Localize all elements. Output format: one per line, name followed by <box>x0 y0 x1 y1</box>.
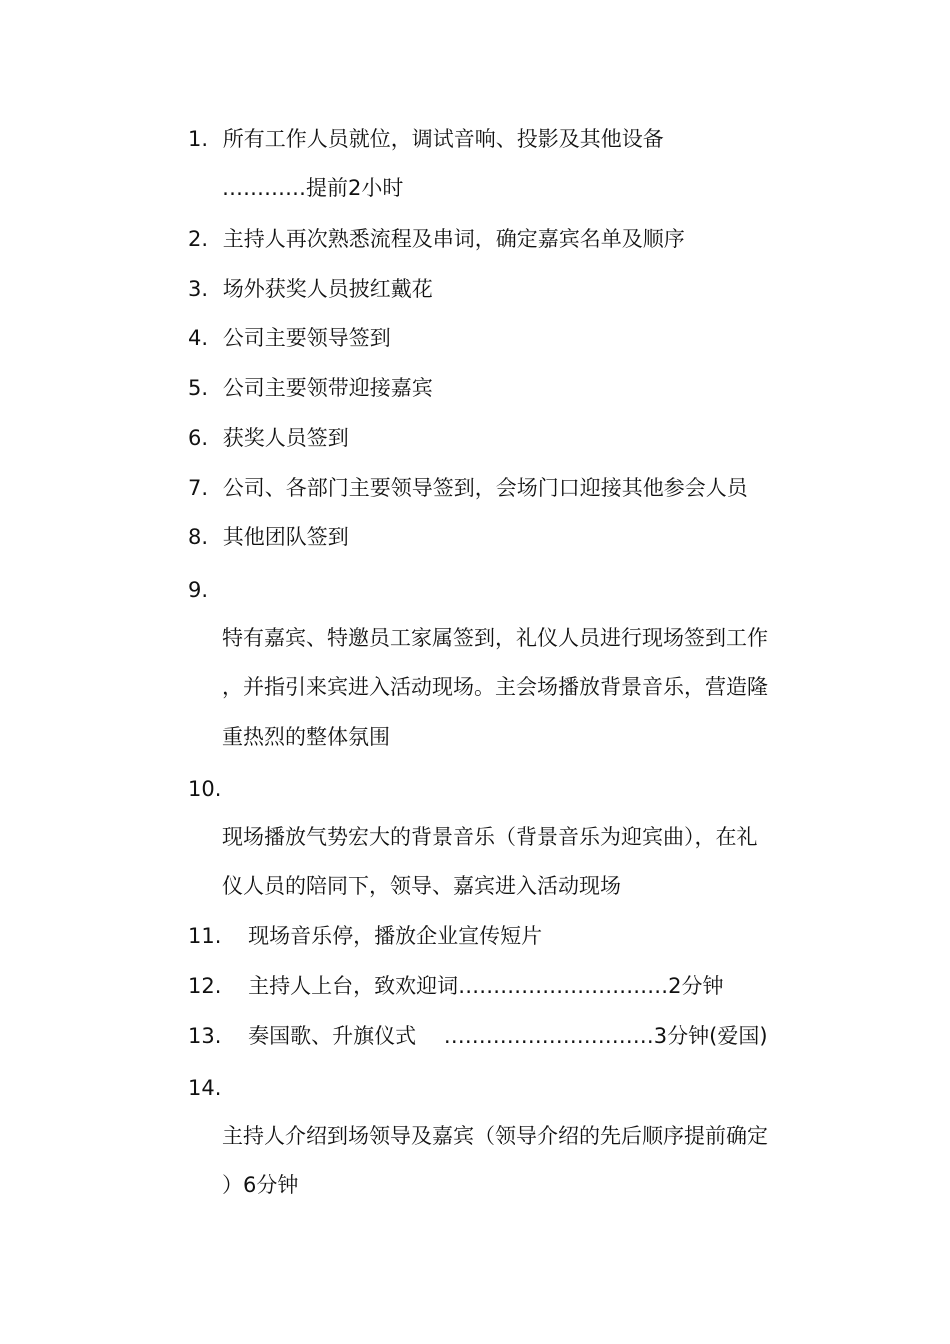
item-text-line: 重热烈的整体氛围 <box>222 725 390 749</box>
item-number: 11. <box>188 924 222 948</box>
item-number: 8. <box>188 525 209 549</box>
list-item <box>188 921 542 951</box>
item-number: 13. <box>188 1024 222 1048</box>
item-number: 2. <box>188 227 209 251</box>
item-text: 所有工作人员就位，调试音响、投影及其他设备 <box>222 127 664 151</box>
item-continuation: …………提前2小时 <box>222 176 404 200</box>
item-text: 其他团队签到 <box>222 525 349 549</box>
item-text: 奏国歌、升旗仪式 …………………………3分钟(爱国) <box>248 1024 768 1048</box>
list-item <box>188 423 349 453</box>
item-number: 1. <box>188 127 209 151</box>
item-text-line: 现场播放气势宏大的背景音乐（背景音乐为迎宾曲），在礼 <box>222 825 758 849</box>
item-number: 5. <box>188 376 209 400</box>
item-text: 公司主要领导签到 <box>222 326 391 350</box>
item-text: 主持人再次熟悉流程及串词，确定嘉宾名单及顺序 <box>222 227 685 251</box>
item-text-line: ，并指引来宾进入活动现场。主会场播放背景音乐，营造隆 <box>222 675 768 699</box>
item-number: 3. <box>188 277 209 301</box>
list-item <box>188 274 433 304</box>
item-text: 场外获奖人员披红戴花 <box>222 277 433 301</box>
list-item <box>188 522 349 552</box>
item-number: 9. <box>188 578 209 602</box>
item-text: 主持人上台，致欢迎词…………………………2分钟 <box>248 974 724 998</box>
list-item <box>188 1021 768 1051</box>
list-item <box>188 473 748 503</box>
list-item <box>188 971 723 1001</box>
item-text-line: 特有嘉宾、特邀员工家属签到，礼仪人员进行现场签到工作 <box>222 626 768 650</box>
item-number: 14. <box>188 1076 222 1100</box>
list-item <box>188 373 433 403</box>
item-number: 10. <box>188 777 222 801</box>
item-text: 获奖人员签到 <box>222 426 349 450</box>
item-text: 现场音乐停，播放企业宣传短片 <box>248 924 543 948</box>
list-item <box>188 124 664 154</box>
item-number: 12. <box>188 974 222 998</box>
item-number: 7. <box>188 476 209 500</box>
item-number: 6. <box>188 426 209 450</box>
list-item <box>188 224 685 254</box>
list-item <box>188 323 391 353</box>
item-text: 公司主要领带迎接嘉宾 <box>222 376 433 400</box>
item-text-line: 仪人员的陪同下，领导、嘉宾进入活动现场 <box>222 874 621 898</box>
item-text-line: 主持人介绍到场领导及嘉宾（领导介绍的先后顺序提前确定 <box>222 1124 768 1148</box>
item-text: 公司、各部门主要领导签到，会场门口迎接其他参会人员 <box>222 476 748 500</box>
item-text-line: ）6分钟 <box>222 1173 299 1197</box>
item-number: 4. <box>188 326 209 350</box>
